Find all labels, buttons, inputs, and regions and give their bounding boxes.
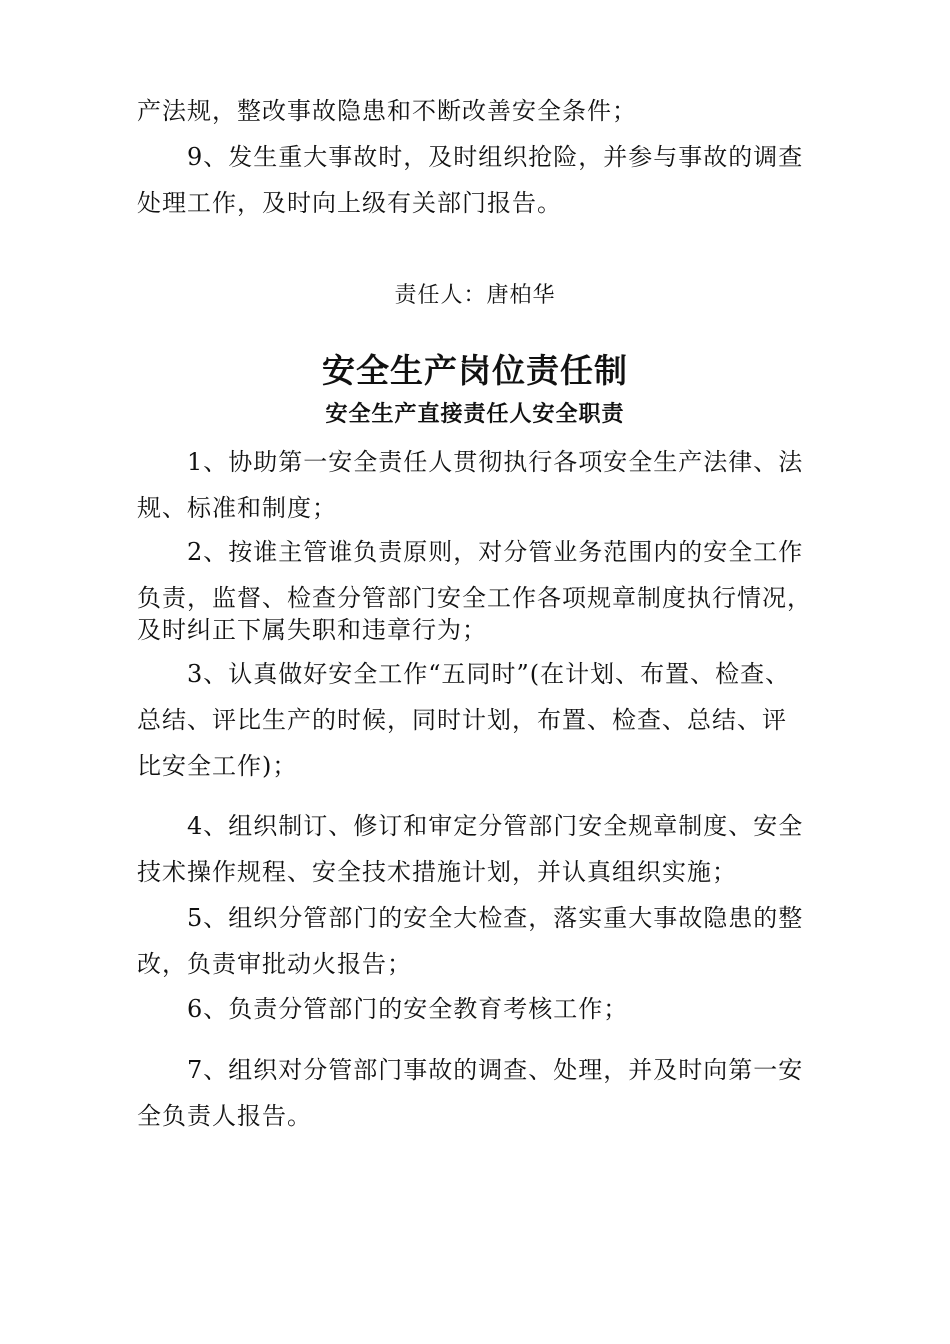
duty-item-line: 5、组织分管部门的安全大检查，落实重大事故隐患的整: [187, 904, 804, 932]
duty-item-line: 改，负责审批动火报告；: [137, 950, 412, 978]
prev-text-line: 9、发生重大事故时，及时组织抢险，并参与事故的调查: [187, 143, 804, 171]
prev-text-line: 处理工作，及时向上级有关部门报告。: [137, 189, 562, 217]
duty-item-line: 总结、评比生产的时候，同时计划，布置、检查、总结、评: [137, 706, 787, 734]
duty-item-line: 1、协助第一安全责任人贯彻执行各项安全生产法律、法: [187, 448, 804, 476]
duty-item-line: 3、认真做好安全工作“五同时”(在计划、布置、检查、: [187, 660, 791, 688]
responsible-person: 责任人：唐柏华: [394, 283, 556, 308]
duty-item-line: 6、负责分管部门的安全教育考核工作；: [187, 995, 629, 1023]
duty-item-line: 及时纠正下属失职和违章行为；: [137, 616, 487, 644]
duty-item-line: 全负责人报告。: [137, 1102, 312, 1130]
duty-item-line: 比安全工作)；: [137, 752, 298, 780]
duty-item-line: 4、组织制订、修订和审定分管部门安全规章制度、安全: [187, 812, 804, 840]
section-subtitle: 安全生产直接责任人安全职责: [325, 402, 625, 427]
section-title: 安全生产岗位责任制: [322, 351, 628, 390]
duty-item-line: 负责，监督、检查分管部门安全工作各项规章制度执行情况，: [137, 584, 812, 612]
duty-item-line: 技术操作规程、安全技术措施计划，并认真组织实施；: [137, 858, 737, 886]
duty-item-line: 2、按谁主管谁负责原则，对分管业务范围内的安全工作: [187, 538, 804, 566]
prev-text-line: 产法规，整改事故隐患和不断改善安全条件；: [137, 97, 637, 125]
duty-item-line: 7、组织对分管部门事故的调查、处理，并及时向第一安: [187, 1056, 804, 1084]
duty-item-line: 规、标准和制度；: [137, 494, 337, 522]
